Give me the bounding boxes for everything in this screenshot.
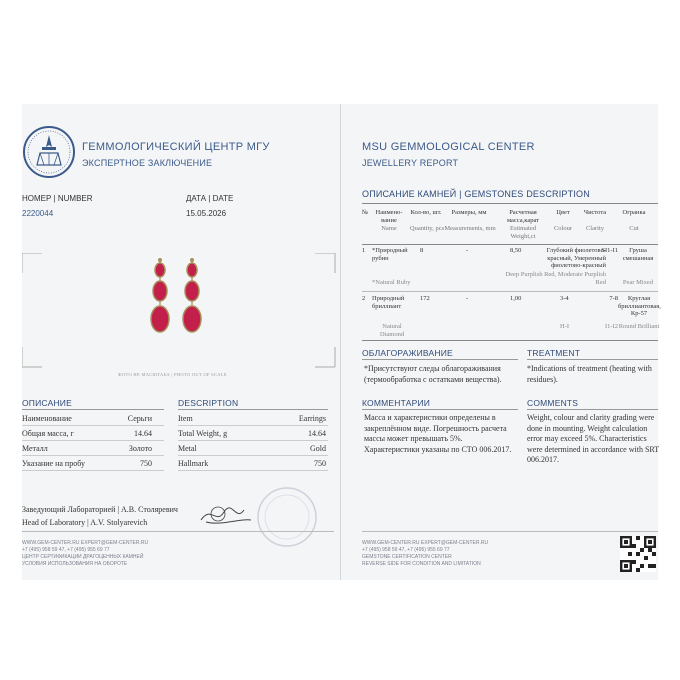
signature-icon: [196, 500, 256, 530]
description-cell: Серьги: [127, 414, 152, 423]
comments-text-en: Weight, colour and clarity grading were done in mounting. Weight calculation error may exceed 5%. Characteristics were determined in accordance with SRT 006.2017.: [527, 413, 659, 464]
description-cell: Gold: [310, 444, 326, 453]
footer-right-line3: GEMSTONE CERTIFICATION CENTER: [362, 554, 452, 560]
earring-right: [183, 258, 201, 332]
report-number: 2220044: [22, 209, 54, 218]
footer-left-line1: WWW.GEM-CENTER.RU EXPERT@GEM-CENTER.RU: [22, 540, 149, 546]
description-heading-ru: ОПИСАНИЕ: [22, 398, 72, 408]
gemstones-heading: ОПИСАНИЕ КАМНЕЙ | GEMSTONES DESCRIPTION: [362, 189, 590, 199]
earrings-photo: [140, 255, 215, 370]
description-cell: Наименование: [22, 414, 72, 423]
report-date: 15.05.2026: [186, 209, 227, 218]
comments-text-ru: Масса и характеристики определены в закреплённом виде. Погрешность расчета массы может превышать 5%. Характеристики указаны по СТО 006.2017.: [364, 413, 512, 454]
description-cell: 14.64: [134, 429, 152, 438]
treatment-text-ru: *Присутствуют следы облагораживания (термообработка с остатками вещества).: [364, 364, 502, 384]
center-fold: [340, 104, 341, 580]
description-heading-en: DESCRIPTION: [178, 398, 239, 408]
description-cell: Общая масса, г: [22, 429, 74, 438]
description-cell: Metal: [178, 444, 197, 453]
footer-right-line1: WWW.GEM-CENTER.RU EXPERT@GEM-CENTER.RU: [362, 540, 489, 546]
report-type-en: JEWELLERY REPORT: [362, 158, 459, 168]
number-label: НОМЕР | NUMBER: [22, 194, 93, 203]
footer-left-line3: ЦЕНТР СЕРТИФИКАЦИИ ДРАГОЦЕННЫХ КАМНЕЙ: [22, 554, 144, 560]
photo-caption: ФОТО НЕ МАСШТАБА | PHOTO OUT OF SCALE: [118, 372, 227, 377]
footer-left-line4: УСЛОВИЯ ИСПОЛЬЗОВАНИЯ НА ОБОРОТЕ: [22, 561, 128, 567]
footer-left-line2: +7 (495) 958 59 47, +7 (495) 955 69 77: [22, 547, 110, 553]
gem-row-1: 1 *Природный рубин *Natural Ruby 8 - 8,50 Глубокий фиолетово-красный, Умеренный фиолетово-красный Deep Purplish Red, Moderate Purplish Red SI1-I1 Груша смешанная Pear Mixed: [362, 247, 654, 286]
treatment-heading-en: TREATMENT: [527, 348, 581, 358]
qr-code-icon[interactable]: [620, 536, 656, 572]
center-name-en: MSU GEMMOLOGICAL CENTER: [362, 141, 535, 153]
description-cell: 750: [314, 459, 326, 468]
head-lab-en: Head of Laboratory | A.V. Stolyarevich: [22, 518, 148, 527]
description-cell: Total Weight, g: [178, 429, 228, 438]
date-label: ДАТА | DATE: [186, 194, 234, 203]
description-cell: 750: [140, 459, 152, 468]
earring-left: [151, 258, 169, 332]
description-cell: Earrings: [298, 414, 326, 423]
head-lab-ru: Заведующий Лабораторией | А.В. Столяревич: [22, 505, 178, 514]
stamp-seal-icon: [256, 486, 318, 548]
description-cell: Указание на пробу: [22, 459, 85, 468]
comments-heading-en: COMMENTS: [527, 398, 579, 408]
gem-row-2: 2 Природный бриллиант Natural Diamond 172 - 1,00 3-4 H-I 7-8 I1-I2 Круглая бриллиантовая, Кр-57 Round Brilliant: [362, 295, 661, 338]
description-cell: Item: [178, 414, 193, 423]
footer-right-line4: REVERSE SIDE FOR CONDITION AND LIMITATION: [362, 561, 481, 567]
report-type-ru: ЭКСПЕРТНОЕ ЗАКЛЮЧЕНИЕ: [82, 158, 213, 168]
description-cell: 14.64: [308, 429, 326, 438]
description-cell: Металл: [22, 444, 48, 453]
comments-heading-ru: КОММЕНТАРИИ: [362, 398, 431, 408]
description-cell: Золото: [128, 444, 152, 453]
description-cell: Hallmark: [178, 459, 209, 468]
treatment-heading-ru: ОБЛАГОРАЖИВАНИЕ: [362, 348, 453, 358]
footer-right-line2: +7 (495) 958 59 47, +7 (495) 955 69 77: [362, 547, 450, 553]
gem-table-header: № Наимено- вание Name Кол-во, шт. Quantity, pcs Размеры, мм Measurements, mm Расчетная масса,карат Estimated Weight,ct Цвет Colour Чистота Clarity Огранка Cut: [361, 209, 646, 240]
center-name-ru: ГЕММОЛОГИЧЕСКИЙ ЦЕНТР МГУ: [82, 141, 270, 153]
treatment-text-en: *Indications of treatment (heating with residues).: [527, 364, 652, 384]
msu-logo-icon: [22, 125, 76, 179]
